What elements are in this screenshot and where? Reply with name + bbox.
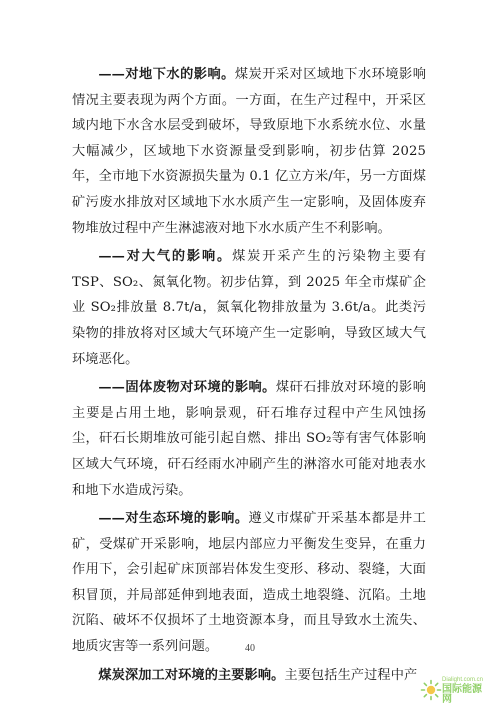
paragraph-text: 遵义市煤矿开采基本都是井工矿，受煤矿开采影响，地层内部应力平衡发生变异，在重力作用下，会引起矿床顶部岩体发生变形、移动、裂缝，大面积冒顶，并局部延伸到地表面，造成土地裂缝、沉陷。土地沉陷、破坏不仅损坏了土地资源本身，而且导致水土流失、地质灾害等一系列问题。 [72, 511, 426, 655]
document-body [72, 62, 426, 691]
paragraph-text: 煤炭开采产生的污染物主要有 TSP、SO₂、氮氧化物。初步估算，到 2025 年全市煤矿企业 SO₂排放量 8.7t/a，氮氧化物排放量为 3.6t/a。此类污染物的排放将对区域大气环境产生一定影响，导致区域大气环境恶化。 [72, 249, 426, 367]
paragraph-heading: ——固体废物对环境的影响。 [98, 380, 276, 396]
paragraph-text: 主要包括生产过程中产 [284, 667, 418, 683]
paragraph-groundwater [72, 62, 426, 241]
paragraph-atmosphere [72, 244, 426, 372]
paragraph-text: 煤矸石排放对环境的影响主要是占用土地，影响景观，矸石堆存过程中产生风蚀扬尘，矸石长期堆放可能引起自燃、排出 SO₂等有害气体影响区域大气环境，矸石经雨水冲刷产生的淋溶水可能对地表水和地下水造成污染。 [72, 380, 426, 498]
paragraph-heading: ——对生态环境的影响。 [98, 511, 249, 527]
watermark-english: Dialight.com.cn [442, 677, 484, 683]
watermark-text [442, 677, 490, 705]
paragraph-heading: 煤炭深加工对环境的主要影响。 [98, 667, 285, 683]
paragraph-heading: ——对地下水的影响。 [98, 67, 235, 82]
paragraph-heading: ——对大气的影响。 [98, 249, 233, 265]
page-number: 40 [245, 643, 255, 654]
watermark-logo [420, 677, 490, 705]
watermark-chinese: 国际能源网 [442, 684, 482, 705]
paragraph-solid-waste [72, 375, 426, 503]
paragraph-ecology [72, 506, 426, 660]
paragraph-text: 煤炭开采对区域地下水环境影响情况主要表现为两个方面。一方面，在生产过程中，开采区域内地下水含水层受到破坏，导致原地下水系统水位、水量大幅减少，区域地下水资源量受到影响，初步估算 2025 年，全市地下水资源损失量为 0.1 亿立方米/年，另一方面煤矿污废水排放对区域地下水水质产生一定影响，及固体废弃物堆放过程中产生淋滤液对地下水水质产生不利影响。 [72, 67, 426, 236]
sun-logo-icon [420, 679, 442, 701]
paragraph-deep-processing [72, 663, 426, 689]
